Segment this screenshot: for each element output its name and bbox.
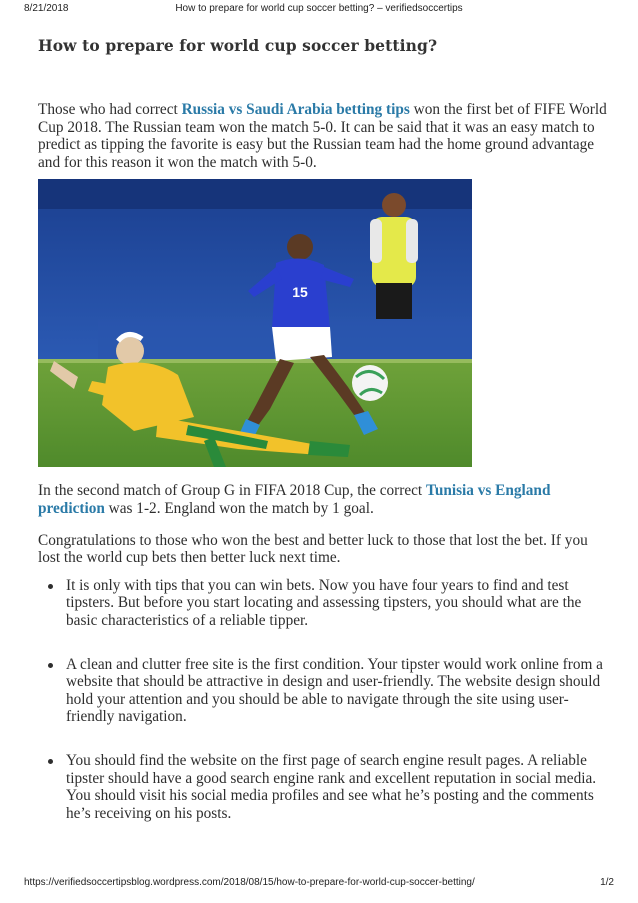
post-title: How to prepare for world cup soccer betting? xyxy=(38,36,438,55)
bullet-icon xyxy=(48,759,53,764)
bullet-icon xyxy=(48,584,53,589)
list-item-text: A clean and clutter free site is the first condition. Your tipster would work online from a website that should be attractive in design and user-friendly. The website design should hold your attention and you should be able to navigate through the site using user-friendly navigation. xyxy=(66,655,603,726)
tunisia-england-prediction-link[interactable]: Tunisia vs England prediction xyxy=(38,482,551,517)
group-g-text-before: In the second match of Group G in FIFA 2018 Cup, the correct xyxy=(38,482,427,500)
intro-paragraph xyxy=(38,101,608,171)
group-g-paragraph xyxy=(38,482,608,517)
list-item xyxy=(38,577,608,630)
soccer-match-photo xyxy=(38,179,472,467)
congratulations-paragraph: Congratulations to those who won the best and better luck to those that lost the bet. If you lost the world cup bets then better luck next time. xyxy=(38,531,588,567)
print-header xyxy=(24,3,614,17)
group-g-text-after: was 1-2. England won the match by 1 goal. xyxy=(104,499,374,517)
list-item xyxy=(38,752,608,822)
intro-text-after: won the first bet of FIFE World Cup 2018. The Russian team won the match 5-0. It can be said that it was an easy match to predict as tipping the favorite is easy but the Russian team had the home ground advantage and for this reason it won the match with 5-0. xyxy=(38,101,607,171)
print-url: https://verifiedsoccertipsblog.wordpress.com/2018/08/15/how-to-prepare-for-world-cup-soccer-betting/ xyxy=(24,877,475,888)
list-item xyxy=(38,656,608,726)
list-item-text: It is only with tips that you can win bets. Now you have four years to find and test tipsters. But before you start locating and assessing tipsters, you should what are the basic characteristics of a reliable tipper. xyxy=(66,576,582,629)
print-page-title: How to prepare for world cup soccer betting? – verifiedsoccertips xyxy=(175,3,463,14)
page-number: 1/2 xyxy=(600,877,614,888)
print-date: 8/21/2018 xyxy=(24,3,69,14)
list-item-text: You should find the website on the first page of search engine result pages. A reliable tipster should have a good search engine rank and excellent reputation in social media. You should visit his social media profiles and see what he’s posting and the comments he’s receiving on his posts. xyxy=(66,751,597,822)
jersey-number: 15 xyxy=(292,284,308,301)
article xyxy=(38,36,608,822)
russia-saudi-tips-link[interactable]: Russia vs Saudi Arabia betting tips xyxy=(181,101,410,118)
intro-text-before: Those who had correct xyxy=(38,101,182,118)
print-footer xyxy=(24,877,614,891)
tips-list xyxy=(38,577,608,823)
bullet-icon xyxy=(48,663,53,668)
